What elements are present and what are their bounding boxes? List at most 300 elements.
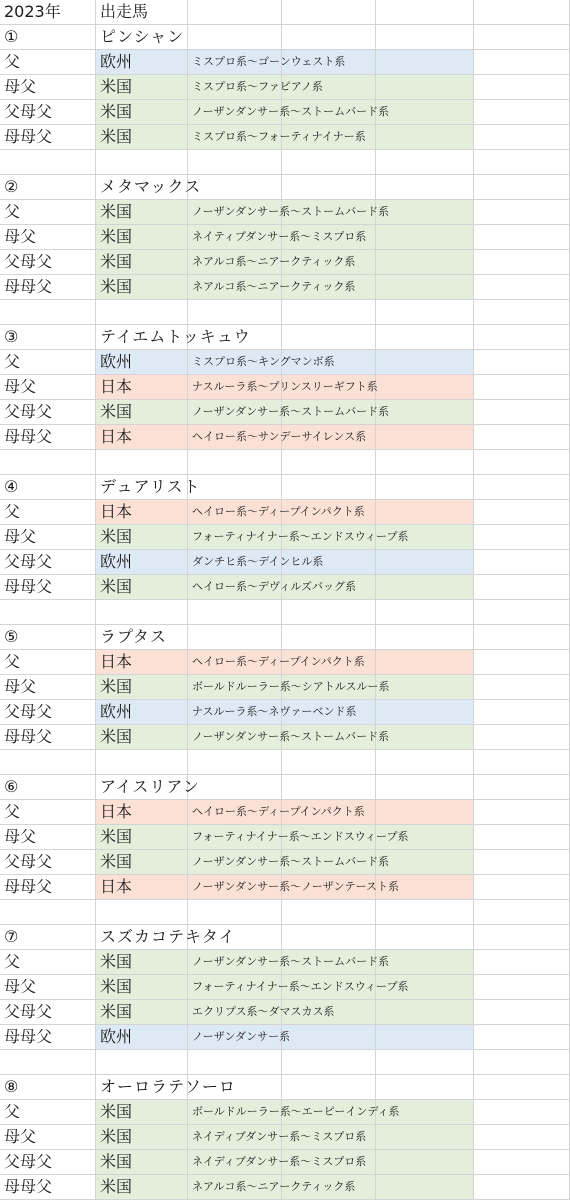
sire-line-span-cell[interactable]: [376, 250, 474, 275]
relation-cell[interactable]: 父: [0, 200, 96, 225]
relation-cell[interactable]: 母母父: [0, 575, 96, 600]
sire-line-span-cell[interactable]: [376, 575, 474, 600]
region-cell[interactable]: 欧州: [96, 350, 188, 375]
empty-cell[interactable]: [282, 750, 376, 775]
sire-line-span-cell[interactable]: [376, 1125, 474, 1150]
empty-cell[interactable]: [188, 25, 282, 50]
empty-cell[interactable]: [474, 925, 570, 950]
empty-cell[interactable]: [96, 450, 188, 475]
region-cell[interactable]: 米国: [96, 725, 188, 750]
empty-cell[interactable]: [474, 350, 570, 375]
empty-cell[interactable]: [96, 300, 188, 325]
empty-cell[interactable]: [188, 775, 282, 800]
empty-cell[interactable]: [188, 0, 282, 25]
empty-cell[interactable]: [282, 900, 376, 925]
horse-title-row: [0, 475, 570, 500]
lineage-row: [0, 225, 570, 250]
empty-cell[interactable]: [188, 625, 282, 650]
empty-cell[interactable]: [474, 975, 570, 1000]
empty-cell[interactable]: [282, 1050, 376, 1075]
sire-line-cell[interactable]: [188, 400, 390, 425]
relation-cell[interactable]: 父母父: [0, 850, 96, 875]
empty-cell[interactable]: [0, 1050, 96, 1075]
sire-line-text: ヘイロー系～サンデーサイレンス系: [192, 430, 367, 443]
region-cell[interactable]: 米国: [96, 100, 188, 125]
sire-line-cell[interactable]: [188, 525, 409, 550]
empty-cell[interactable]: [474, 500, 570, 525]
relation-cell[interactable]: 母父: [0, 525, 96, 550]
horse-title-row: [0, 925, 570, 950]
region-cell[interactable]: 米国: [96, 125, 188, 150]
empty-cell[interactable]: [474, 450, 570, 475]
empty-cell[interactable]: [474, 825, 570, 850]
empty-cell[interactable]: [282, 625, 376, 650]
sire-line-cell[interactable]: [188, 700, 357, 725]
region-cell[interactable]: 米国: [96, 1100, 188, 1125]
sire-line-text: ミスプロ系～ゴーンウェスト系: [192, 55, 346, 68]
region-cell[interactable]: 米国: [96, 825, 188, 850]
horse-number-cell[interactable]: ⑦: [0, 925, 96, 950]
sire-line-text: ネイディブダンサー系～ミスプロ系: [192, 1155, 367, 1168]
sire-line-cell[interactable]: [188, 725, 390, 750]
region-cell[interactable]: 米国: [96, 400, 188, 425]
region-cell[interactable]: 日本: [96, 800, 188, 825]
sire-line-cell[interactable]: [188, 825, 409, 850]
sire-line-span-cell[interactable]: [376, 550, 474, 575]
empty-cell[interactable]: [188, 1050, 282, 1075]
sire-line-text: ネアルコ系～ニアークティック系: [192, 280, 356, 293]
region-cell[interactable]: 日本: [96, 650, 188, 675]
sire-line-span-cell[interactable]: [282, 1025, 376, 1050]
sire-line-cell[interactable]: [188, 1025, 291, 1050]
empty-cell[interactable]: [0, 600, 96, 625]
region-cell[interactable]: 米国: [96, 675, 188, 700]
horse-name-cell[interactable]: デュアリスト: [96, 475, 188, 500]
empty-cell[interactable]: [376, 0, 474, 25]
region-cell[interactable]: 米国: [96, 950, 188, 975]
relation-cell[interactable]: 母母父: [0, 125, 96, 150]
region-cell[interactable]: 欧州: [96, 550, 188, 575]
region-cell[interactable]: 欧州: [96, 1025, 188, 1050]
empty-cell[interactable]: [474, 700, 570, 725]
sire-line-text: ネアルコ系～ニアークティック系: [192, 1180, 356, 1193]
sire-line-span-cell[interactable]: [376, 1000, 474, 1025]
empty-cell[interactable]: [188, 925, 282, 950]
lineage-row: [0, 725, 570, 750]
empty-cell[interactable]: [474, 275, 570, 300]
empty-cell[interactable]: [282, 0, 376, 25]
sire-line-span-cell[interactable]: [376, 850, 474, 875]
empty-cell[interactable]: [474, 25, 570, 50]
horse-number-cell[interactable]: ④: [0, 475, 96, 500]
sire-line-text: ナスルーラ系～ネヴァーベンド系: [192, 705, 357, 718]
empty-cell[interactable]: [474, 225, 570, 250]
empty-cell[interactable]: [474, 325, 570, 350]
sire-line-cell[interactable]: [188, 1150, 367, 1175]
empty-cell[interactable]: [474, 75, 570, 100]
lineage-row: [0, 500, 570, 525]
sire-line-cell[interactable]: [188, 375, 378, 400]
relation-cell[interactable]: 母父: [0, 675, 96, 700]
lineage-row: [0, 50, 570, 75]
empty-cell[interactable]: [474, 1000, 570, 1025]
region-cell[interactable]: 日本: [96, 875, 188, 900]
sire-line-cell[interactable]: [188, 275, 356, 300]
relation-cell[interactable]: 父母父: [0, 100, 96, 125]
sire-line-span-cell[interactable]: [376, 700, 474, 725]
empty-cell[interactable]: [0, 750, 96, 775]
empty-cell[interactable]: [0, 450, 96, 475]
sire-line-cell[interactable]: [188, 875, 400, 900]
region-cell[interactable]: 米国: [96, 225, 188, 250]
empty-cell[interactable]: [282, 775, 376, 800]
empty-cell[interactable]: [376, 475, 474, 500]
empty-cell[interactable]: [474, 100, 570, 125]
region-cell[interactable]: 米国: [96, 1000, 188, 1025]
empty-cell[interactable]: [474, 675, 570, 700]
empty-cell[interactable]: [282, 475, 376, 500]
sire-line-span-cell[interactable]: [376, 950, 474, 975]
empty-cell[interactable]: [282, 600, 376, 625]
empty-cell[interactable]: [474, 600, 570, 625]
horse-name-cell[interactable]: テイエムトッキュウ: [96, 325, 188, 350]
empty-cell[interactable]: [188, 1075, 282, 1100]
region-cell[interactable]: 日本: [96, 425, 188, 450]
empty-cell[interactable]: [282, 300, 376, 325]
region-cell[interactable]: 米国: [96, 250, 188, 275]
lineage-row: [0, 1000, 570, 1025]
sire-line-text: フォーティナイナー系～エンドスウィープ系: [192, 530, 409, 543]
region-cell[interactable]: 米国: [96, 575, 188, 600]
horse-name-cell[interactable]: ラプタス: [96, 625, 188, 650]
horse-name-cell[interactable]: メタマックス: [96, 175, 188, 200]
empty-cell[interactable]: [376, 450, 474, 475]
lineage-row: [0, 1025, 570, 1050]
relation-cell[interactable]: 母父: [0, 1125, 96, 1150]
region-cell[interactable]: 米国: [96, 525, 188, 550]
empty-cell[interactable]: [474, 375, 570, 400]
empty-cell[interactable]: [0, 150, 96, 175]
sire-line-text: ミスプロ系～フォーティナイナー系: [192, 130, 366, 143]
sire-line-text: ノーザンダンサー系～ストームバード系: [192, 955, 390, 968]
relation-cell[interactable]: 父母父: [0, 700, 96, 725]
relation-cell[interactable]: 父母父: [0, 550, 96, 575]
relation-cell[interactable]: 母母父: [0, 1175, 96, 1200]
empty-cell[interactable]: [282, 925, 376, 950]
region-cell[interactable]: 米国: [96, 975, 188, 1000]
empty-cell[interactable]: [282, 175, 376, 200]
sire-line-span-cell[interactable]: [376, 675, 474, 700]
sire-line-span-cell[interactable]: [376, 350, 474, 375]
empty-cell[interactable]: [474, 875, 570, 900]
empty-cell[interactable]: [188, 750, 282, 775]
sire-line-cell[interactable]: [188, 1125, 367, 1150]
relation-cell[interactable]: 父: [0, 350, 96, 375]
horse-title-row: [0, 1075, 570, 1100]
empty-cell[interactable]: [376, 1050, 474, 1075]
header-row: [0, 0, 570, 25]
empty-cell[interactable]: [474, 850, 570, 875]
empty-cell[interactable]: [188, 150, 282, 175]
empty-cell[interactable]: [282, 25, 376, 50]
empty-cell[interactable]: [376, 600, 474, 625]
sire-line-span-cell[interactable]: [376, 200, 474, 225]
region-cell[interactable]: 米国: [96, 75, 188, 100]
sire-line-span-cell[interactable]: [376, 1150, 474, 1175]
empty-cell[interactable]: [376, 325, 474, 350]
empty-cell[interactable]: [188, 900, 282, 925]
empty-cell[interactable]: [474, 200, 570, 225]
empty-cell[interactable]: [474, 525, 570, 550]
sire-line-span-cell[interactable]: [376, 500, 474, 525]
relation-cell[interactable]: 父: [0, 950, 96, 975]
empty-cell[interactable]: [188, 325, 282, 350]
sire-line-span-cell[interactable]: [376, 375, 474, 400]
sire-line-span-cell[interactable]: [376, 650, 474, 675]
horse-name-cell[interactable]: ピンシャン: [96, 25, 188, 50]
empty-cell[interactable]: [376, 25, 474, 50]
empty-cell[interactable]: [188, 600, 282, 625]
empty-cell[interactable]: [474, 150, 570, 175]
sire-line-cell[interactable]: [188, 850, 390, 875]
relation-cell[interactable]: 母父: [0, 75, 96, 100]
sire-line-text: ノーザンダンサー系～ストームバード系: [192, 730, 390, 743]
sire-line-cell[interactable]: [188, 950, 390, 975]
empty-cell[interactable]: [474, 900, 570, 925]
empty-cell[interactable]: [282, 150, 376, 175]
lineage-row: [0, 650, 570, 675]
sire-line-text: ヘイロー系～デヴィルズバッグ系: [192, 580, 357, 593]
region-cell[interactable]: 米国: [96, 850, 188, 875]
empty-cell[interactable]: [474, 1100, 570, 1125]
sire-line-text: ヘイロー系～ディープインパクト系: [192, 805, 365, 818]
sire-line-cell[interactable]: [188, 225, 367, 250]
relation-cell[interactable]: 母父: [0, 225, 96, 250]
sire-line-cell[interactable]: [188, 1100, 400, 1125]
region-cell[interactable]: 欧州: [96, 50, 188, 75]
horse-number-cell[interactable]: ⑤: [0, 625, 96, 650]
empty-cell[interactable]: [474, 400, 570, 425]
sire-line-span-cell[interactable]: [376, 800, 474, 825]
sire-line-span-cell[interactable]: [376, 100, 474, 125]
region-cell[interactable]: 米国: [96, 1175, 188, 1200]
empty-cell[interactable]: [474, 575, 570, 600]
sire-line-span-cell[interactable]: [376, 400, 474, 425]
empty-cell[interactable]: [474, 650, 570, 675]
empty-cell[interactable]: [474, 1150, 570, 1175]
relation-cell[interactable]: 父母父: [0, 250, 96, 275]
sire-line-span-cell[interactable]: [376, 1175, 474, 1200]
sire-line-cell[interactable]: [188, 125, 366, 150]
empty-cell[interactable]: [188, 175, 282, 200]
lineage-row: [0, 875, 570, 900]
empty-cell[interactable]: [0, 900, 96, 925]
sire-line-span-cell[interactable]: [376, 75, 474, 100]
sire-line-text: ノーザンダンサー系～ストームバード系: [192, 405, 390, 418]
empty-cell[interactable]: [474, 300, 570, 325]
sire-line-cell[interactable]: [188, 675, 390, 700]
relation-cell[interactable]: 父: [0, 1100, 96, 1125]
empty-cell[interactable]: [474, 1075, 570, 1100]
sire-line-cell[interactable]: [188, 800, 365, 825]
relation-cell[interactable]: 父母父: [0, 1000, 96, 1025]
horse-number-cell[interactable]: ⑥: [0, 775, 96, 800]
sire-line-cell[interactable]: [188, 650, 365, 675]
relation-cell[interactable]: 母父: [0, 825, 96, 850]
relation-cell[interactable]: 父母父: [0, 400, 96, 425]
lineage-row: [0, 850, 570, 875]
relation-cell[interactable]: 父母父: [0, 1150, 96, 1175]
sire-line-cell[interactable]: [188, 575, 357, 600]
empty-cell[interactable]: [376, 175, 474, 200]
sire-line-span-cell[interactable]: [376, 725, 474, 750]
empty-cell[interactable]: [188, 300, 282, 325]
sire-line-cell[interactable]: [188, 500, 365, 525]
lineage-row: [0, 700, 570, 725]
empty-cell[interactable]: [96, 600, 188, 625]
blank-row: [0, 600, 570, 625]
empty-cell[interactable]: [0, 300, 96, 325]
horse-number-cell[interactable]: ⑧: [0, 1075, 96, 1100]
empty-cell[interactable]: [474, 625, 570, 650]
sire-line-cell[interactable]: [188, 200, 390, 225]
lineage-row: [0, 1125, 570, 1150]
region-cell[interactable]: 日本: [96, 500, 188, 525]
sire-line-cell[interactable]: [188, 50, 346, 75]
empty-cell[interactable]: [282, 450, 376, 475]
title-cell[interactable]: 出走馬: [96, 0, 188, 25]
relation-cell[interactable]: 母母父: [0, 275, 96, 300]
sire-line-span-cell[interactable]: [376, 275, 474, 300]
sire-line-cell[interactable]: [188, 1175, 356, 1200]
empty-cell[interactable]: [474, 0, 570, 25]
sire-line-text: ネイディブダンサー系～ミスプロ系: [192, 1130, 367, 1143]
empty-cell[interactable]: [96, 150, 188, 175]
region-cell[interactable]: 米国: [96, 200, 188, 225]
sire-line-cell[interactable]: [188, 75, 323, 100]
sire-line-text: ボールドルーラー系～エーピーインディ系: [192, 1105, 400, 1118]
empty-cell[interactable]: [376, 150, 474, 175]
relation-cell[interactable]: 父: [0, 50, 96, 75]
empty-cell[interactable]: [474, 475, 570, 500]
horse-title-row: [0, 625, 570, 650]
empty-cell[interactable]: [188, 475, 282, 500]
sire-line-cell[interactable]: [188, 1000, 335, 1025]
empty-cell[interactable]: [474, 250, 570, 275]
region-cell[interactable]: 米国: [96, 1125, 188, 1150]
relation-cell[interactable]: 母母父: [0, 425, 96, 450]
sire-line-text: ヘイロー系～ディープインパクト系: [192, 655, 365, 668]
year-cell[interactable]: 2023年: [0, 0, 96, 25]
empty-cell[interactable]: [376, 300, 474, 325]
sire-line-cell[interactable]: [188, 550, 324, 575]
blank-row: [0, 300, 570, 325]
empty-cell[interactable]: [474, 1125, 570, 1150]
horse-number-cell[interactable]: ①: [0, 25, 96, 50]
empty-cell[interactable]: [376, 1075, 474, 1100]
horse-title-row: [0, 325, 570, 350]
blank-row: [0, 1050, 570, 1075]
relation-cell[interactable]: 父: [0, 500, 96, 525]
sire-line-cell[interactable]: [188, 100, 390, 125]
region-cell[interactable]: 米国: [96, 1150, 188, 1175]
region-cell[interactable]: 米国: [96, 275, 188, 300]
sire-line-text: ノーザンダンサー系～ストームバード系: [192, 205, 390, 218]
empty-cell[interactable]: [474, 750, 570, 775]
horse-name-cell[interactable]: アイスリアン: [96, 775, 188, 800]
region-cell[interactable]: 欧州: [96, 700, 188, 725]
relation-cell[interactable]: 母父: [0, 975, 96, 1000]
sire-line-cell[interactable]: [188, 350, 335, 375]
empty-cell[interactable]: [474, 425, 570, 450]
blank-row: [0, 900, 570, 925]
empty-cell[interactable]: [376, 750, 474, 775]
sire-line-span-cell[interactable]: [376, 425, 474, 450]
sire-line-span-cell[interactable]: [376, 225, 474, 250]
sire-line-cell[interactable]: [188, 425, 367, 450]
horse-name-cell[interactable]: スズカコテキタイ: [96, 925, 188, 950]
relation-cell[interactable]: 母母父: [0, 875, 96, 900]
empty-cell[interactable]: [474, 950, 570, 975]
sire-line-span-cell[interactable]: [376, 50, 474, 75]
relation-cell[interactable]: 母父: [0, 375, 96, 400]
empty-cell[interactable]: [96, 900, 188, 925]
region-cell[interactable]: 日本: [96, 375, 188, 400]
empty-cell[interactable]: [474, 125, 570, 150]
sire-line-cell[interactable]: [188, 250, 356, 275]
empty-cell[interactable]: [282, 1075, 376, 1100]
empty-cell[interactable]: [474, 1050, 570, 1075]
lineage-row: [0, 800, 570, 825]
relation-cell[interactable]: 母母父: [0, 725, 96, 750]
blank-row: [0, 450, 570, 475]
lineage-row: [0, 75, 570, 100]
empty-cell[interactable]: [376, 925, 474, 950]
sire-line-span-cell[interactable]: [376, 125, 474, 150]
empty-cell[interactable]: [474, 50, 570, 75]
relation-cell[interactable]: 父: [0, 800, 96, 825]
sire-line-text: ミスプロ系～キングマンボ系: [192, 355, 335, 368]
empty-cell[interactable]: [376, 775, 474, 800]
empty-cell[interactable]: [188, 450, 282, 475]
empty-cell[interactable]: [474, 725, 570, 750]
horse-number-cell[interactable]: ③: [0, 325, 96, 350]
horse-title-row: [0, 175, 570, 200]
empty-cell[interactable]: [474, 1175, 570, 1200]
empty-cell[interactable]: [96, 750, 188, 775]
empty-cell[interactable]: [282, 325, 376, 350]
lineage-row: [0, 400, 570, 425]
sire-line-text: ネイティブダンサー系～ミスプロ系: [192, 230, 367, 243]
horse-name-cell[interactable]: オーロラテソーロ: [96, 1075, 188, 1100]
lineage-row: [0, 425, 570, 450]
horse-number-cell[interactable]: ②: [0, 175, 96, 200]
relation-cell[interactable]: 母母父: [0, 1025, 96, 1050]
empty-cell[interactable]: [376, 900, 474, 925]
empty-cell[interactable]: [474, 1025, 570, 1050]
lineage-row: [0, 950, 570, 975]
sire-line-span-cell[interactable]: [376, 1025, 474, 1050]
empty-cell[interactable]: [96, 1050, 188, 1075]
empty-cell[interactable]: [474, 800, 570, 825]
relation-cell[interactable]: 父: [0, 650, 96, 675]
empty-cell[interactable]: [474, 775, 570, 800]
empty-cell[interactable]: [376, 625, 474, 650]
sire-line-text: ノーザンダンサー系～ストームバード系: [192, 105, 390, 118]
empty-cell[interactable]: [474, 550, 570, 575]
empty-cell[interactable]: [474, 175, 570, 200]
sire-line-cell[interactable]: [188, 975, 409, 1000]
